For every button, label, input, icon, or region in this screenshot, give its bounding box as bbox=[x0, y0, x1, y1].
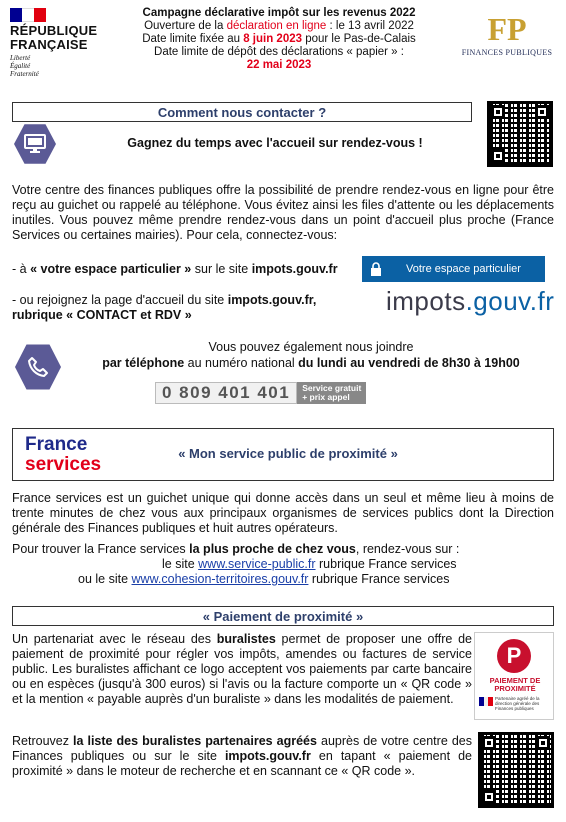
contact-intro: Votre centre des finances publiques offre la possibilité de prendre rendez-vous en ligne pour être reçu au guichet ou rappelé au téléphone. Vous évitez ainsi les files d'attente ou les déplacements inutiles. Vous pouvez même prendre rendez-vous dans un point d'accueil plus proche (France Services ou certaines mairies). Pour cela, connectez-vous: bbox=[12, 183, 554, 242]
motto-egalite: Égalité bbox=[10, 62, 31, 70]
site2-prefix: ou le site bbox=[78, 572, 132, 586]
motto-liberte: Liberté bbox=[10, 54, 31, 62]
phone-hours: du lundi au vendredi de 8h30 à 19h00 bbox=[298, 356, 520, 370]
deadline-line bbox=[118, 33, 440, 46]
campaign-title: Campagne déclarative impôt sur les revenus 2022 bbox=[142, 7, 416, 19]
opening-date: : le 13 avril 2022 bbox=[326, 20, 414, 32]
rf-title-line2: FRANÇAISE bbox=[10, 37, 88, 52]
opt2-text: - ou rejoignez la page d'accueil du site bbox=[12, 293, 228, 307]
rf-title-line1: RÉPUBLIQUE bbox=[10, 23, 98, 38]
poster-label-1: PAIEMENT DE bbox=[489, 676, 541, 685]
paiement-proximite-poster bbox=[474, 632, 554, 720]
fs-logo-services: services bbox=[25, 454, 102, 475]
opt1-text: sur le site bbox=[191, 262, 252, 276]
site1-prefix: le site bbox=[162, 557, 199, 571]
france-services-tagline: « Mon service public de proximité » bbox=[178, 446, 398, 461]
motto-fraternite: Fraternité bbox=[10, 70, 39, 78]
online-declaration-text: déclaration en ligne bbox=[226, 20, 327, 32]
poster-small-text: Partenaire agréé de la direction générale des Finances publiques bbox=[495, 696, 540, 711]
qr-code-paiement bbox=[478, 732, 554, 808]
paper-deadline-date: 22 mai 2023 bbox=[246, 59, 312, 71]
opening-line bbox=[118, 20, 440, 33]
paiement-proximite-icon: P bbox=[497, 639, 531, 673]
fp-logo-text: FINANCES PUBLIQUES bbox=[461, 48, 553, 57]
fs-logo-france: France bbox=[25, 434, 88, 455]
option-espace-particulier bbox=[12, 262, 338, 277]
phone-tariff-2: + prix appel bbox=[302, 392, 350, 402]
opt2-rubrique: rubrique « CONTACT et RDV » bbox=[12, 308, 192, 322]
paiement-partnership bbox=[12, 632, 472, 707]
deadline-text: Date limite fixée au bbox=[142, 33, 244, 45]
espace-particulier-label: Votre espace particulier bbox=[406, 263, 521, 275]
campaign-info bbox=[118, 7, 440, 72]
poster-label bbox=[475, 677, 555, 693]
impots-gouv-logo bbox=[386, 286, 554, 317]
p1-text-c: permet de proposer une offre de paiement de proximité pour régler vos impôts, amendes ou factures de service public. Les buralistes affichant ce logo acceptent vos paiements par carte bancaire ou en espèces (jusqu'à 300 euros) si l'avis ou la facture comporte un « QR code » et la mention « payable auprès d'un buraliste » dans les modalités de paiement. bbox=[12, 632, 472, 706]
phone-label: par téléphone bbox=[102, 356, 185, 370]
opt1-prefix: - à bbox=[12, 262, 31, 276]
option-contact-rdv bbox=[12, 293, 316, 323]
paper-deadline-label: Date limite de dépôt des déclarations « papier » : bbox=[154, 46, 404, 58]
service-public-link[interactable]: www.service-public.fr bbox=[198, 557, 316, 571]
fp-logo-mark: FP bbox=[487, 11, 527, 47]
republique-francaise-logo bbox=[10, 8, 110, 78]
rdv-headline: Gagnez du temps avec l'accueil sur rendez-vous ! bbox=[127, 136, 423, 150]
find-suffix: , rendez-vous sur : bbox=[355, 542, 460, 556]
p2-text-e: en tapant « paiement de proximité » dans le moteur de recherche et en scannant ce « QR code ». bbox=[12, 749, 472, 778]
p2-text-a: Retrouvez bbox=[12, 734, 74, 748]
computer-icon bbox=[14, 123, 56, 165]
france-services-logo bbox=[25, 435, 101, 475]
phone-number-badge[interactable] bbox=[155, 382, 366, 404]
impots-logo-part2: .gouv.fr bbox=[465, 286, 555, 316]
opt1-espace: « votre espace particulier » bbox=[30, 262, 192, 276]
phone-icon bbox=[15, 343, 61, 391]
opt1-site: impots.gouv.fr bbox=[251, 262, 338, 276]
french-flag-icon bbox=[10, 8, 46, 22]
impots-logo-part1: impots bbox=[386, 286, 466, 316]
site1-suffix: rubrique France services bbox=[315, 557, 457, 571]
find-nearest: la plus proche de chez vous bbox=[189, 542, 356, 556]
lock-icon bbox=[362, 262, 390, 276]
phone-line2 bbox=[66, 355, 556, 371]
paiement-find-list bbox=[12, 734, 472, 779]
deadline-region: pour le Pas-de-Calais bbox=[302, 33, 416, 45]
p1-text-a: Un partenariat avec le réseau des bbox=[12, 632, 217, 646]
phone-line1: Vous pouvez également nous joindre bbox=[208, 340, 414, 354]
phone-info bbox=[66, 339, 556, 371]
poster-label-2: PROXIMITÉ bbox=[494, 684, 536, 693]
p2-list: la liste des buralistes partenaires agréés bbox=[73, 734, 317, 748]
section-title-contact: Comment nous contacter ? bbox=[12, 102, 472, 122]
cohesion-territoires-link[interactable]: www.cohesion-territoires.gouv.fr bbox=[131, 572, 309, 586]
phone-national: au numéro national bbox=[184, 356, 299, 370]
site2-suffix: rubrique France services bbox=[308, 572, 450, 586]
deadline-date: 8 juin 2023 bbox=[243, 33, 303, 45]
site-line-1 bbox=[12, 557, 554, 572]
p2-text-c: auprès de votre centre des Finances publiques ou sur le site bbox=[12, 734, 472, 763]
poster-flag-icon bbox=[479, 697, 493, 706]
phone-tariff bbox=[297, 382, 366, 404]
phone-tariff-1: Service gratuit bbox=[302, 383, 362, 393]
phone-number: 0 809 401 401 bbox=[155, 382, 297, 404]
site-line-2 bbox=[12, 572, 554, 587]
opt2-site: impots.gouv.fr, bbox=[227, 293, 317, 307]
espace-particulier-button[interactable] bbox=[362, 256, 545, 282]
qr-code-contact bbox=[487, 101, 553, 167]
p1-buralistes: buralistes bbox=[216, 632, 276, 646]
p2-site: impots.gouv.fr bbox=[224, 749, 311, 763]
opening-text: Ouverture de la bbox=[144, 20, 227, 32]
france-services-banner bbox=[12, 428, 554, 481]
france-services-find bbox=[12, 542, 554, 587]
find-text: Pour trouver la France services bbox=[12, 542, 190, 556]
finances-publiques-logo bbox=[452, 12, 562, 57]
france-services-body: France services est un guichet unique qui donne accès dans un seul et même lieu à moins de trente minutes de chez vous aux principaux organismes de services publics dont la Direction générale des Finances publiques et huit autres opérateurs. bbox=[12, 491, 554, 535]
section-title-paiement: « Paiement de proximité » bbox=[12, 606, 554, 626]
